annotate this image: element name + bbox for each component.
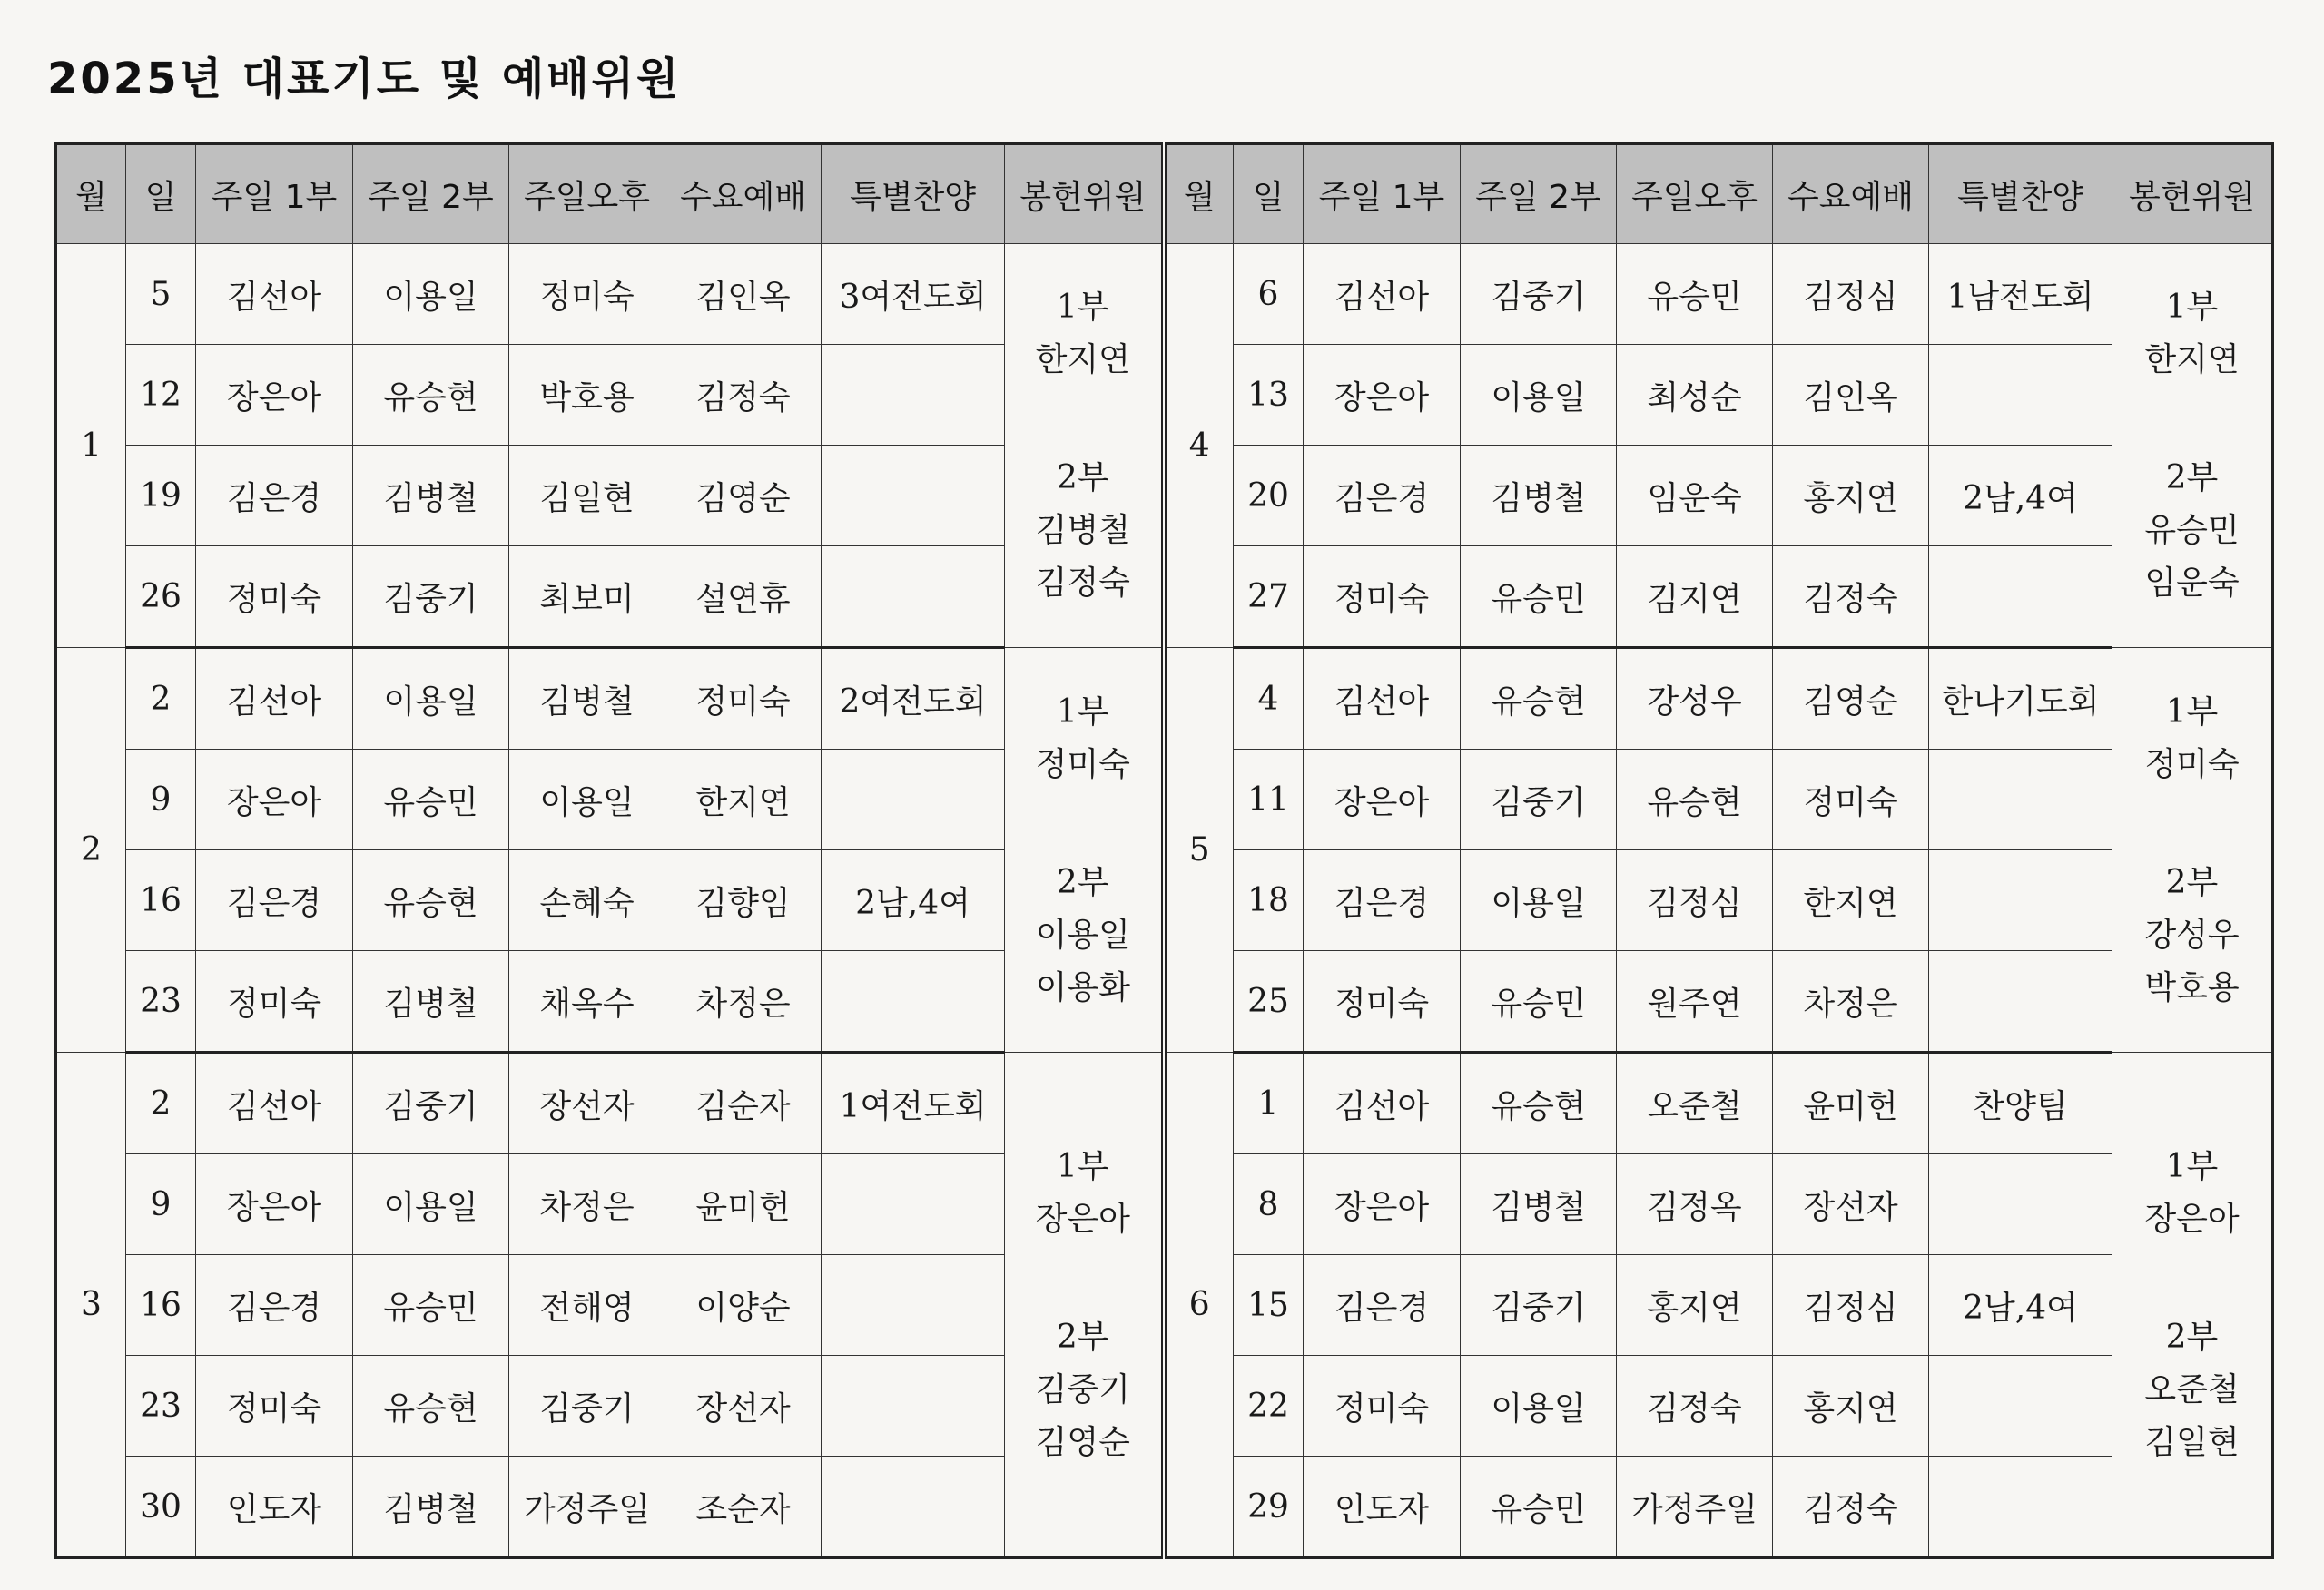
special-praise-cell: 찬양팀 <box>1929 1053 2112 1154</box>
special-praise-cell <box>822 951 1005 1053</box>
offering-committee-cell <box>2112 244 2273 648</box>
day-cell: 9 <box>126 750 196 850</box>
day-cell: 29 <box>1234 1457 1304 1558</box>
wednesday-cell: 김정심 <box>1773 1255 1929 1356</box>
afternoon-cell: 김일현 <box>509 446 665 546</box>
committee-name: 김중기 <box>1035 1370 1130 1408</box>
special-praise-cell: 1남전도회 <box>1929 244 2112 345</box>
committee-name: 정미숙 <box>2144 745 2240 783</box>
day-cell: 11 <box>1234 750 1304 850</box>
special-praise-header: 특별찬양 <box>822 144 1005 244</box>
committee-name: 이용화 <box>1035 968 1130 1006</box>
special-praise-cell: 1여전도회 <box>822 1053 1005 1154</box>
service2-cell: 유승현 <box>353 1356 509 1457</box>
service1-cell: 정미숙 <box>196 546 353 648</box>
special-praise-cell <box>1929 850 2112 951</box>
service1-cell: 김은경 <box>196 446 353 546</box>
afternoon-cell: 원주연 <box>1617 951 1773 1053</box>
service2-cell: 김병철 <box>353 1457 509 1558</box>
special-praise-cell: 한나기도회 <box>1929 648 2112 750</box>
afternoon-cell: 김정심 <box>1617 850 1773 951</box>
afternoon-cell: 김정숙 <box>1617 1356 1773 1457</box>
wednesday-header: 수요예배 <box>1773 144 1929 244</box>
service2-cell: 유승민 <box>353 750 509 850</box>
offering-committee-cell <box>2112 1053 2273 1558</box>
committee-spacer <box>2112 1246 2271 1311</box>
committee-name: 장은아 <box>2144 1200 2240 1238</box>
service2-cell: 이용일 <box>353 244 509 345</box>
day-cell: 2 <box>126 1053 196 1154</box>
special-praise-cell <box>1929 951 2112 1053</box>
special-praise-header: 특별찬양 <box>1929 144 2112 244</box>
committee-name: 강성우 <box>2144 916 2240 954</box>
afternoon-cell: 김중기 <box>509 1356 665 1457</box>
wednesday-cell: 김정숙 <box>1773 546 1929 648</box>
wednesday-header: 수요예배 <box>665 144 822 244</box>
service1-cell: 정미숙 <box>196 1356 353 1457</box>
special-praise-cell <box>822 546 1005 648</box>
service2-cell: 유승현 <box>1461 1053 1617 1154</box>
special-praise-cell <box>822 1457 1005 1558</box>
service1-cell: 김은경 <box>1304 1255 1461 1356</box>
afternoon-cell: 손혜숙 <box>509 850 665 951</box>
offering-committee-header: 봉헌위원 <box>1005 144 1164 244</box>
service1-cell: 장은아 <box>196 1154 353 1255</box>
committee-name: 장은아 <box>1035 1200 1130 1238</box>
committee-part1-label: 1부 <box>2165 289 2219 326</box>
service2-cell: 이용일 <box>1461 850 1617 951</box>
committee-name: 한지연 <box>2144 341 2240 378</box>
day-header: 일 <box>126 144 196 244</box>
wednesday-cell: 윤미헌 <box>665 1154 822 1255</box>
service1-cell: 장은아 <box>1304 1154 1461 1255</box>
special-praise-cell <box>1929 1356 2112 1457</box>
service1-cell: 김선아 <box>1304 244 1461 345</box>
committee-name: 이용일 <box>1035 916 1130 954</box>
wednesday-cell: 장선자 <box>665 1356 822 1457</box>
service2-cell: 김중기 <box>1461 750 1617 850</box>
service1-cell: 정미숙 <box>196 951 353 1053</box>
special-praise-cell <box>1929 546 2112 648</box>
afternoon-cell: 오준철 <box>1617 1053 1773 1154</box>
day-cell: 16 <box>126 850 196 951</box>
committee-part2-label: 2부 <box>2165 459 2219 496</box>
service2-cell: 이용일 <box>1461 345 1617 446</box>
header-row <box>56 144 2273 244</box>
service2-cell: 유승현 <box>353 850 509 951</box>
afternoon-cell: 유승현 <box>1617 750 1773 850</box>
committee-name: 김정숙 <box>1035 564 1130 602</box>
committee-name: 정미숙 <box>1035 745 1130 783</box>
service1-cell: 인도자 <box>196 1457 353 1558</box>
special-praise-cell <box>822 446 1005 546</box>
afternoon-header: 주일오후 <box>1617 144 1773 244</box>
day-cell: 23 <box>126 951 196 1053</box>
day-cell: 27 <box>1234 546 1304 648</box>
table-row <box>56 244 2273 345</box>
wednesday-cell: 홍지연 <box>1773 446 1929 546</box>
wednesday-cell: 윤미헌 <box>1773 1053 1929 1154</box>
afternoon-cell: 이용일 <box>509 750 665 850</box>
day-cell: 13 <box>1234 345 1304 446</box>
month-cell: 1 <box>56 244 126 648</box>
service2-cell: 유승민 <box>353 1255 509 1356</box>
special-praise-cell: 2남,4여 <box>822 850 1005 951</box>
wednesday-cell: 김인옥 <box>1773 345 1929 446</box>
page-title: 2025년 대표기도 및 예배위원 <box>47 54 682 104</box>
committee-spacer <box>2112 387 2271 452</box>
committee-spacer <box>1005 791 1161 857</box>
committee-name: 김영순 <box>1035 1423 1130 1461</box>
day-cell: 9 <box>126 1154 196 1255</box>
committee-part1-label: 1부 <box>2165 692 2219 731</box>
service2-header: 주일 2부 <box>353 144 509 244</box>
service1-cell: 김은경 <box>1304 446 1461 546</box>
special-praise-cell: 3여전도회 <box>822 244 1005 345</box>
day-cell: 8 <box>1234 1154 1304 1255</box>
service2-cell: 이용일 <box>1461 1356 1617 1457</box>
service2-cell: 김중기 <box>353 546 509 648</box>
service1-cell: 정미숙 <box>1304 1356 1461 1457</box>
committee-part2-label: 2부 <box>1056 863 1109 901</box>
afternoon-cell: 김지연 <box>1617 546 1773 648</box>
service2-header: 주일 2부 <box>1461 144 1617 244</box>
afternoon-cell: 전해영 <box>509 1255 665 1356</box>
committee-spacer <box>2112 791 2271 857</box>
afternoon-cell: 가정주일 <box>509 1457 665 1558</box>
special-praise-cell: 2여전도회 <box>822 648 1005 750</box>
committee-part2-label: 2부 <box>2165 863 2219 901</box>
afternoon-cell: 정미숙 <box>509 244 665 345</box>
afternoon-cell: 최보미 <box>509 546 665 648</box>
service1-cell: 장은아 <box>196 345 353 446</box>
service2-cell: 김중기 <box>1461 1255 1617 1356</box>
afternoon-header: 주일오후 <box>509 144 665 244</box>
wednesday-cell: 김인옥 <box>665 244 822 345</box>
committee-part2-label: 2부 <box>1056 1318 1109 1356</box>
day-cell: 18 <box>1234 850 1304 951</box>
wednesday-cell: 김영순 <box>665 446 822 546</box>
month-cell: 5 <box>1164 648 1234 1053</box>
service2-cell: 유승민 <box>1461 546 1617 648</box>
service2-cell: 김병철 <box>353 951 509 1053</box>
special-praise-cell <box>1929 345 2112 446</box>
service2-cell: 김중기 <box>1461 244 1617 345</box>
month-cell: 4 <box>1164 244 1234 648</box>
afternoon-cell: 가정주일 <box>1617 1457 1773 1558</box>
table-row <box>56 1053 2273 1154</box>
special-praise-cell: 2남,4여 <box>1929 1255 2112 1356</box>
service1-cell: 김은경 <box>196 1255 353 1356</box>
service1-cell: 김선아 <box>196 648 353 750</box>
special-praise-cell <box>1929 1154 2112 1255</box>
special-praise-cell <box>1929 1457 2112 1558</box>
service2-cell: 김병철 <box>353 446 509 546</box>
committee-name: 박호용 <box>2144 968 2240 1006</box>
afternoon-cell: 강성우 <box>1617 648 1773 750</box>
committee-part1-label: 1부 <box>1056 1147 1109 1185</box>
day-cell: 19 <box>126 446 196 546</box>
committee-part2-label: 2부 <box>2165 1318 2219 1356</box>
afternoon-cell: 임운숙 <box>1617 446 1773 546</box>
service1-cell: 김선아 <box>1304 1053 1461 1154</box>
committee-part2-label: 2부 <box>1056 459 1109 496</box>
offering-committee-cell <box>1005 1053 1164 1558</box>
wednesday-cell: 이양순 <box>665 1255 822 1356</box>
wednesday-cell: 김순자 <box>665 1053 822 1154</box>
afternoon-cell: 장선자 <box>509 1053 665 1154</box>
day-cell: 2 <box>126 648 196 750</box>
committee-name: 김병철 <box>1035 512 1130 549</box>
service1-cell: 김은경 <box>196 850 353 951</box>
schedule-table <box>54 142 2274 1559</box>
wednesday-cell: 설연휴 <box>665 546 822 648</box>
service2-cell: 김병철 <box>1461 1154 1617 1255</box>
afternoon-cell: 차정은 <box>509 1154 665 1255</box>
wednesday-cell: 김정숙 <box>665 345 822 446</box>
afternoon-cell: 채옥수 <box>509 951 665 1053</box>
service1-cell: 장은아 <box>196 750 353 850</box>
committee-name: 오준철 <box>2144 1370 2240 1408</box>
special-praise-cell: 2남,4여 <box>1929 446 2112 546</box>
service1-header: 주일 1부 <box>196 144 353 244</box>
service2-cell: 이용일 <box>353 1154 509 1255</box>
service2-cell: 유승민 <box>1461 951 1617 1053</box>
service1-header: 주일 1부 <box>1304 144 1461 244</box>
service2-cell: 유승민 <box>1461 1457 1617 1558</box>
day-cell: 20 <box>1234 446 1304 546</box>
service1-cell: 김선아 <box>1304 648 1461 750</box>
wednesday-cell: 김영순 <box>1773 648 1929 750</box>
wednesday-cell: 조순자 <box>665 1457 822 1558</box>
service2-cell: 김병철 <box>1461 446 1617 546</box>
service2-cell: 이용일 <box>353 648 509 750</box>
day-cell: 16 <box>126 1255 196 1356</box>
offering-committee-header: 봉헌위원 <box>2112 144 2273 244</box>
special-praise-cell <box>822 345 1005 446</box>
offering-committee-cell <box>1005 244 1164 648</box>
special-praise-cell <box>1929 750 2112 850</box>
day-header: 일 <box>1234 144 1304 244</box>
day-cell: 1 <box>1234 1053 1304 1154</box>
committee-name: 김일현 <box>2144 1423 2240 1461</box>
wednesday-cell: 정미숙 <box>1773 750 1929 850</box>
committee-spacer <box>1005 387 1161 452</box>
day-cell: 23 <box>126 1356 196 1457</box>
committee-part1-label: 1부 <box>1056 692 1109 731</box>
service2-cell: 유승현 <box>353 345 509 446</box>
committee-spacer <box>1005 1246 1161 1311</box>
afternoon-cell: 최성순 <box>1617 345 1773 446</box>
special-praise-cell <box>822 1255 1005 1356</box>
wednesday-cell: 홍지연 <box>1773 1356 1929 1457</box>
offering-committee-cell <box>1005 648 1164 1053</box>
afternoon-cell: 박호용 <box>509 345 665 446</box>
day-cell: 4 <box>1234 648 1304 750</box>
day-cell: 22 <box>1234 1356 1304 1457</box>
wednesday-cell: 한지연 <box>665 750 822 850</box>
service2-cell: 유승현 <box>1461 648 1617 750</box>
service1-cell: 정미숙 <box>1304 546 1461 648</box>
committee-name: 유승민 <box>2144 512 2240 549</box>
wednesday-cell: 김향임 <box>665 850 822 951</box>
afternoon-cell: 김정옥 <box>1617 1154 1773 1255</box>
day-cell: 30 <box>126 1457 196 1558</box>
service1-cell: 정미숙 <box>1304 951 1461 1053</box>
wednesday-cell: 한지연 <box>1773 850 1929 951</box>
service1-cell: 장은아 <box>1304 750 1461 850</box>
day-cell: 12 <box>126 345 196 446</box>
day-cell: 25 <box>1234 951 1304 1053</box>
service1-cell: 김선아 <box>196 1053 353 1154</box>
afternoon-cell: 홍지연 <box>1617 1255 1773 1356</box>
wednesday-cell: 장선자 <box>1773 1154 1929 1255</box>
day-cell: 15 <box>1234 1255 1304 1356</box>
service1-cell: 김은경 <box>1304 850 1461 951</box>
committee-part1-label: 1부 <box>1056 289 1109 326</box>
month-cell: 3 <box>56 1053 126 1558</box>
table-row <box>56 648 2273 750</box>
month-header: 월 <box>56 144 126 244</box>
afternoon-cell: 유승민 <box>1617 244 1773 345</box>
service1-cell: 인도자 <box>1304 1457 1461 1558</box>
day-cell: 5 <box>126 244 196 345</box>
committee-part1-label: 1부 <box>2165 1147 2219 1185</box>
wednesday-cell: 차정은 <box>665 951 822 1053</box>
day-cell: 26 <box>126 546 196 648</box>
wednesday-cell: 김정심 <box>1773 244 1929 345</box>
wednesday-cell: 차정은 <box>1773 951 1929 1053</box>
day-cell: 6 <box>1234 244 1304 345</box>
afternoon-cell: 김병철 <box>509 648 665 750</box>
offering-committee-cell <box>2112 648 2273 1053</box>
month-cell: 2 <box>56 648 126 1053</box>
month-cell: 6 <box>1164 1053 1234 1558</box>
service1-cell: 김선아 <box>196 244 353 345</box>
service2-cell: 김중기 <box>353 1053 509 1154</box>
month-header: 월 <box>1164 144 1234 244</box>
service1-cell: 장은아 <box>1304 345 1461 446</box>
special-praise-cell <box>822 1356 1005 1457</box>
schedule-body <box>56 244 2273 1558</box>
committee-name: 한지연 <box>1035 341 1130 378</box>
wednesday-cell: 정미숙 <box>665 648 822 750</box>
committee-name: 임운숙 <box>2144 564 2240 602</box>
special-praise-cell <box>822 750 1005 850</box>
wednesday-cell: 김정숙 <box>1773 1457 1929 1558</box>
special-praise-cell <box>822 1154 1005 1255</box>
